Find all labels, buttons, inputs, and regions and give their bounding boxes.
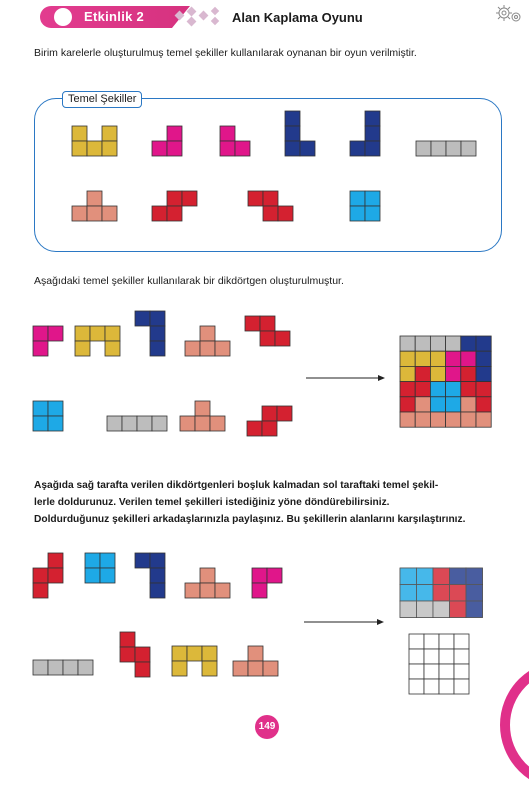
example-rect-square	[415, 412, 430, 427]
task-yellow-u-square	[202, 661, 217, 676]
navy-j-shape-square	[285, 111, 300, 126]
task-red-zv-square	[135, 647, 150, 662]
example-rect-square	[446, 351, 461, 366]
example-salmon-t2-square	[180, 416, 195, 431]
page-number: 149	[255, 715, 279, 739]
example-red-z-square	[245, 316, 260, 331]
example-red-z-square	[260, 316, 275, 331]
task-magenta-square	[252, 583, 267, 598]
magenta-small-shape-a-square	[167, 141, 182, 156]
task-rect-b-square	[424, 664, 439, 679]
example-arrow-head	[378, 375, 385, 381]
example-red-z-square	[275, 331, 290, 346]
example-rect-square	[400, 351, 415, 366]
example-rect-square	[430, 412, 445, 427]
example-salmon-t2-square	[195, 416, 210, 431]
salmon-t-shape-square	[87, 191, 102, 206]
example-rect-square	[400, 336, 415, 351]
task-rect-b-square	[409, 649, 424, 664]
example-salmon-t-square	[215, 341, 230, 356]
example-magenta-square	[33, 326, 48, 341]
example-red-s-square	[277, 406, 292, 421]
example-rect-square	[400, 382, 415, 397]
red-z-shape-square	[248, 191, 263, 206]
task-rect-b-square	[409, 679, 424, 694]
example-rect-square	[446, 366, 461, 381]
example-navy-square	[150, 326, 165, 341]
example-rect-square	[476, 351, 491, 366]
task-red-shape-square	[33, 583, 48, 598]
example-rect-square	[415, 382, 430, 397]
example-cyan-square	[48, 401, 63, 416]
navy-l-shape-square	[350, 141, 365, 156]
navy-l-shape-square	[365, 141, 380, 156]
task-salmon-t-square	[200, 568, 215, 583]
magenta-small-shape-a-square	[167, 126, 182, 141]
example-yellow-u-square	[105, 341, 120, 356]
task-gray-line-square	[63, 660, 78, 675]
example-rect-square	[430, 336, 445, 351]
task-red-zv-square	[135, 662, 150, 677]
yellow-u-shape-square	[87, 141, 102, 156]
task-rect-b-square	[409, 634, 424, 649]
cyan-square-shape-square	[365, 206, 380, 221]
example-rect-square	[446, 382, 461, 397]
example-rect-square	[476, 382, 491, 397]
example-magenta-square	[33, 341, 48, 356]
example-rect-square	[430, 366, 445, 381]
task-gray-line-square	[78, 660, 93, 675]
example-rect-square	[476, 397, 491, 412]
task-red-zv-square	[120, 647, 135, 662]
task-rect-b-square	[454, 634, 469, 649]
magenta-small-shape-b-square	[220, 141, 235, 156]
example-gray-line-square	[122, 416, 137, 431]
example-red-s-square	[247, 421, 262, 436]
example-gray-line-square	[107, 416, 122, 431]
task-rect-b-square	[454, 649, 469, 664]
example-rect-square	[430, 351, 445, 366]
task-rect-b-square	[439, 634, 454, 649]
example-rect-square	[476, 412, 491, 427]
task-navy-shape-square	[135, 553, 150, 568]
example-cyan-square	[48, 416, 63, 431]
example-salmon-t-square	[200, 341, 215, 356]
example-gray-line-square	[137, 416, 152, 431]
task-red-zv-square	[120, 632, 135, 647]
task-rect-b-square	[454, 679, 469, 694]
example-navy-square	[135, 311, 150, 326]
example-salmon-t-square	[200, 326, 215, 341]
task-yellow-u-square	[172, 646, 187, 661]
example-rect-square	[446, 412, 461, 427]
example-rect-square	[415, 351, 430, 366]
task-magenta-square	[252, 568, 267, 583]
task-salmon-t-square	[200, 583, 215, 598]
gray-line-shape-square	[431, 141, 446, 156]
page-title: Alan Kaplama Oyunu	[232, 10, 363, 25]
example-rect-square	[461, 397, 476, 412]
example-rect-square	[430, 382, 445, 397]
task-cyan-square-square	[100, 568, 115, 583]
example-rect-square	[446, 397, 461, 412]
example-salmon-t2-square	[210, 416, 225, 431]
task-yellow-u-square	[187, 646, 202, 661]
example-yellow-u-square	[105, 326, 120, 341]
salmon-t-shape-square	[87, 206, 102, 221]
task-cyan-square-square	[85, 553, 100, 568]
example-yellow-u-square	[90, 326, 105, 341]
example-rect-square	[476, 336, 491, 351]
task-salmon-t2-square	[248, 646, 263, 661]
task-arrow-head	[377, 619, 384, 625]
navy-j-shape-square	[285, 141, 300, 156]
task-rect-a-overlay	[400, 568, 483, 618]
example-yellow-u-square	[75, 341, 90, 356]
cyan-square-shape-square	[365, 191, 380, 206]
example-red-s-square	[262, 406, 277, 421]
magenta-small-shape-b-square	[220, 126, 235, 141]
example-cyan-square	[33, 401, 48, 416]
task-navy-shape-square	[150, 583, 165, 598]
navy-j-shape-square	[285, 126, 300, 141]
task-cyan-square-square	[85, 568, 100, 583]
yellow-u-shape-square	[72, 141, 87, 156]
task-rect-b-square	[424, 679, 439, 694]
task-salmon-t-square	[185, 583, 200, 598]
task-salmon-t2-square	[248, 661, 263, 676]
task-yellow-u-square	[202, 646, 217, 661]
intro-text: Birim karelerle oluşturulmuş temel şekiller kullanılarak oynanan bir oyun verilmiştir.	[34, 47, 417, 59]
example-rect-square	[476, 366, 491, 381]
task-rect-b-square	[424, 634, 439, 649]
example-gray-line-square	[152, 416, 167, 431]
red-s-shape-square	[182, 191, 197, 206]
task-line-1: Aşağıda sağ tarafta verilen dikdörtgenleri boşluk kalmadan sol taraftaki temel şekil-	[34, 480, 439, 491]
navy-j-shape-square	[300, 141, 315, 156]
example-navy-square	[150, 341, 165, 356]
task-yellow-u-square	[172, 661, 187, 676]
task-cyan-square-square	[100, 553, 115, 568]
gray-line-shape-square	[446, 141, 461, 156]
navy-l-shape-square	[365, 111, 380, 126]
task-salmon-t-square	[215, 583, 230, 598]
example-rect-square	[461, 412, 476, 427]
example-salmon-t-square	[185, 341, 200, 356]
task-red-shape-square	[33, 568, 48, 583]
task-salmon-t2-square	[233, 661, 248, 676]
task-rect-b-square	[439, 679, 454, 694]
example-magenta-square	[48, 326, 63, 341]
example-salmon-t2-square	[195, 401, 210, 416]
red-s-shape-square	[167, 191, 182, 206]
task-navy-shape-square	[150, 553, 165, 568]
example-rect-square	[430, 397, 445, 412]
task-gray-line-square	[33, 660, 48, 675]
red-s-shape-square	[152, 206, 167, 221]
task-salmon-t2-square	[263, 661, 278, 676]
example-rect-square	[461, 336, 476, 351]
task-line-2: lerle doldurunuz. Verilen temel şekilleri istediğiniz yöne döndürebilirsiniz.	[34, 497, 390, 508]
cyan-square-shape-square	[350, 206, 365, 221]
task-rect-b-square	[439, 664, 454, 679]
task-rect-b-square	[424, 649, 439, 664]
task-navy-shape-square	[150, 568, 165, 583]
task-magenta-square	[267, 568, 282, 583]
task-red-shape-square	[48, 553, 63, 568]
task-rect-b-square	[409, 664, 424, 679]
red-z-shape-square	[263, 206, 278, 221]
example-rect-square	[415, 366, 430, 381]
example-rect-square	[400, 366, 415, 381]
example-yellow-u-square	[75, 326, 90, 341]
example-text: Aşağıdaki temel şekiller kullanılarak bir dikdörtgen oluşturulmuştur.	[34, 275, 344, 287]
example-rect-square	[415, 397, 430, 412]
salmon-t-shape-square	[102, 206, 117, 221]
yellow-u-shape-square	[72, 126, 87, 141]
example-rect-square	[400, 397, 415, 412]
magenta-small-shape-b-square	[235, 141, 250, 156]
activity-label: Etkinlik 2	[84, 9, 145, 24]
basic-shapes-label: Temel Şekiller	[62, 91, 142, 108]
yellow-u-shape-square	[102, 126, 117, 141]
example-rect-square	[461, 382, 476, 397]
example-rect-square	[415, 336, 430, 351]
example-rect-square	[461, 351, 476, 366]
yellow-u-shape-square	[102, 141, 117, 156]
example-rect-square	[461, 366, 476, 381]
gray-line-shape-square	[416, 141, 431, 156]
navy-l-shape-square	[365, 126, 380, 141]
example-red-s-square	[262, 421, 277, 436]
example-rect-square	[400, 412, 415, 427]
example-rect-square	[446, 336, 461, 351]
example-red-z-square	[260, 331, 275, 346]
example-navy-square	[150, 311, 165, 326]
task-rect-b-square	[454, 664, 469, 679]
task-rect-b-square	[439, 649, 454, 664]
gray-line-shape-square	[461, 141, 476, 156]
task-red-shape-square	[48, 568, 63, 583]
red-s-shape-square	[167, 206, 182, 221]
red-z-shape-square	[263, 191, 278, 206]
task-line-3: Doldurduğunuz şekilleri arkadaşlarınızla paylaşınız. Bu şekillerin alanlarını karşılaştırınız.	[34, 514, 466, 525]
red-z-shape-square	[278, 206, 293, 221]
magenta-small-shape-a-square	[152, 141, 167, 156]
salmon-t-shape-square	[72, 206, 87, 221]
cyan-square-shape-square	[350, 191, 365, 206]
example-cyan-square	[33, 416, 48, 431]
task-gray-line-square	[48, 660, 63, 675]
